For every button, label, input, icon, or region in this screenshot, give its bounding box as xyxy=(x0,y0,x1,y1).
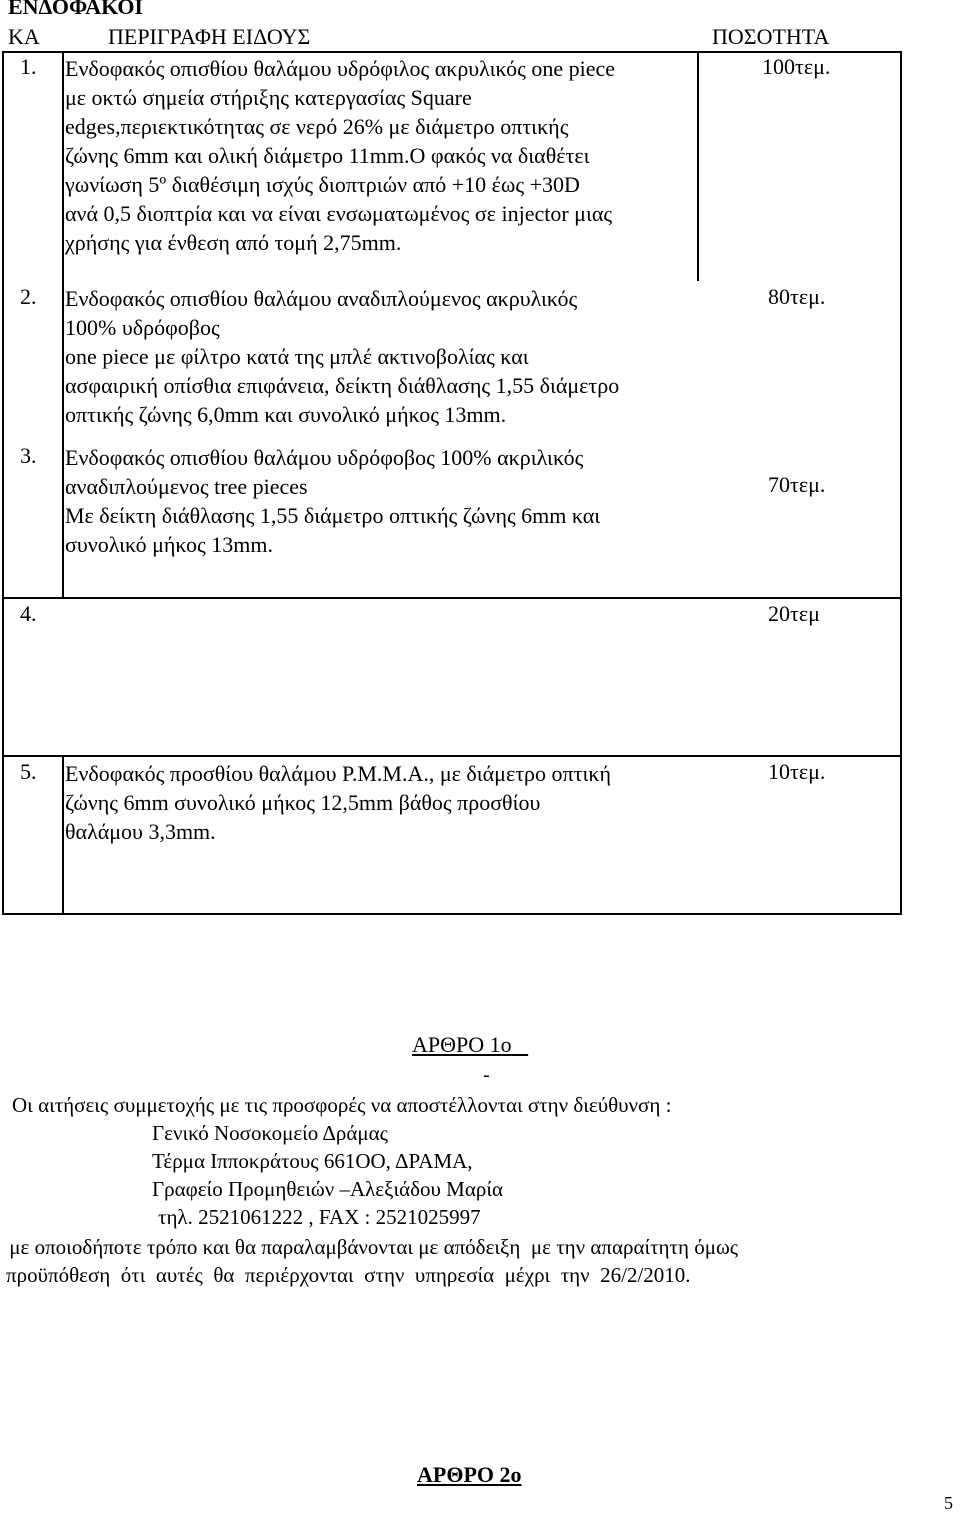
item-number: 3. xyxy=(20,443,37,468)
description-line: ανά 0,5 διοπτρία και να είναι ενσωματωμένος σε injector μιας xyxy=(65,201,613,226)
description-line: συνολικό μήκος 13mm. xyxy=(65,532,273,557)
table-right-border xyxy=(900,51,902,915)
description-line: γωνίωση 5º διαθέσιμη ισχύς διοπτριών από +10 έως +30D xyxy=(65,172,580,197)
item-description xyxy=(65,759,695,846)
description-line: χρήσης για ένθεση από τομή 2,75mm. xyxy=(65,230,402,255)
description-line: αναδιπλούμενος tree pieces xyxy=(65,474,308,499)
article-1-dash: - xyxy=(483,1064,490,1086)
table-bottom-border xyxy=(2,913,902,915)
article-1-closing-line-1: με οποιοδήποτε τρόπο και θα παραλαμβάνονται με απόδειξη με την απαραίτητη όμως xyxy=(4,1235,739,1259)
item-quantity: 20τεμ xyxy=(768,601,820,626)
item-number: 4. xyxy=(20,601,37,626)
address-line: Τέρμα Ιπποκράτους 661ΟΟ, ΔΡΑΜΑ, xyxy=(152,1149,473,1173)
page-number: 5 xyxy=(944,1493,953,1513)
address-line: Γενικό Νοσοκομείο Δράμας xyxy=(152,1121,388,1145)
item-number: 2. xyxy=(20,284,37,309)
description-line: Ενδοφακός οπισθίου θαλάμου αναδιπλούμενος ακρυλικός xyxy=(65,286,578,311)
table-num-divider-lower xyxy=(62,755,64,915)
item-description xyxy=(65,54,695,257)
article-1-closing-line-2: προϋπόθεση ότι αυτές θα περιέρχονται στην υπηρεσία μέχρι την 26/2/2010. xyxy=(6,1263,691,1287)
address-line: Γραφείο Προμηθειών –Αλεξιάδου Μαρία xyxy=(152,1177,503,1201)
description-line: 100% υδρόφοβος xyxy=(65,315,220,340)
column-header-description: ΠΕΡΙΓΡΑΦΗ ΕΙΔΟΥΣ xyxy=(108,24,311,49)
description-line: θαλάμου 3,3mm. xyxy=(65,819,216,844)
description-line: Ενδοφακός προσθίου θαλάμου P.M.M.A., με διάμετρο οπτική xyxy=(65,761,611,786)
description-line: ασφαιρική οπίσθια επιφάνεια, δείκτη διάθλασης 1,55 διάμετρο xyxy=(65,373,620,398)
item-number: 5. xyxy=(20,759,37,784)
description-line: Με δείκτη διάθλασης 1,55 διάμετρο οπτικής ζώνης 6mm και xyxy=(65,503,601,528)
description-line: one piece με φίλτρο κατά της μπλέ ακτινοβολίας και xyxy=(65,344,529,369)
table-num-divider xyxy=(62,51,64,598)
description-line: ζώνης 6mm συνολικό μήκος 12,5mm βάθος προσθίου xyxy=(65,790,541,815)
item-description xyxy=(65,284,695,429)
table-row-separator-4 xyxy=(2,597,902,599)
article-1-heading: ΑΡΘΡΟ 1ο xyxy=(412,1032,512,1057)
description-line: οπτικής ζώνης 6,0mm και συνολικό μήκος 13mm. xyxy=(65,402,507,427)
table-left-border xyxy=(2,51,4,915)
description-line: edges,περιεκτικότητας σε νερό 26% με διάμετρο οπτικής xyxy=(65,114,569,139)
table-row-separator-5 xyxy=(2,755,902,757)
description-line: Ενδοφακός οπισθίου θαλάμου υδρόφιλος ακρυλικός one piece xyxy=(65,56,615,81)
column-header-ka: ΚΑ xyxy=(8,24,40,49)
table-qty-divider xyxy=(697,51,699,281)
item-number: 1. xyxy=(20,54,37,79)
article-2-heading: ΑΡΘΡΟ 2ο xyxy=(417,1462,522,1487)
description-line: με οκτώ σημεία στήριξης κατεργασίας Square xyxy=(65,85,472,110)
document-title: ΕΝΔΟΦΑΚΟΙ xyxy=(8,0,143,19)
description-line: ζώνης 6mm και ολική διάμετρο 11mm.Ο φακός να διαθέτει xyxy=(65,143,590,168)
address-line: τηλ. 2521061222 , FAX : 2521025997 xyxy=(158,1205,481,1229)
description-line: Ενδοφακός οπισθίου θαλάμου υδρόφοβος 100% ακριλικός xyxy=(65,445,584,470)
item-quantity: 100τεμ. xyxy=(762,54,831,79)
item-quantity: 10τεμ. xyxy=(768,759,826,784)
item-quantity: 80τεμ. xyxy=(768,284,826,309)
item-description xyxy=(65,443,695,559)
column-header-quantity: ΠΟΣΟΤΗΤΑ xyxy=(712,24,830,49)
article-1-intro: Οι αιτήσεις συμμετοχής με τις προσφορές να αποστέλλονται στην διεύθυνση : xyxy=(12,1093,672,1117)
item-quantity: 70τεμ. xyxy=(768,472,826,497)
table-top-border xyxy=(2,51,902,53)
